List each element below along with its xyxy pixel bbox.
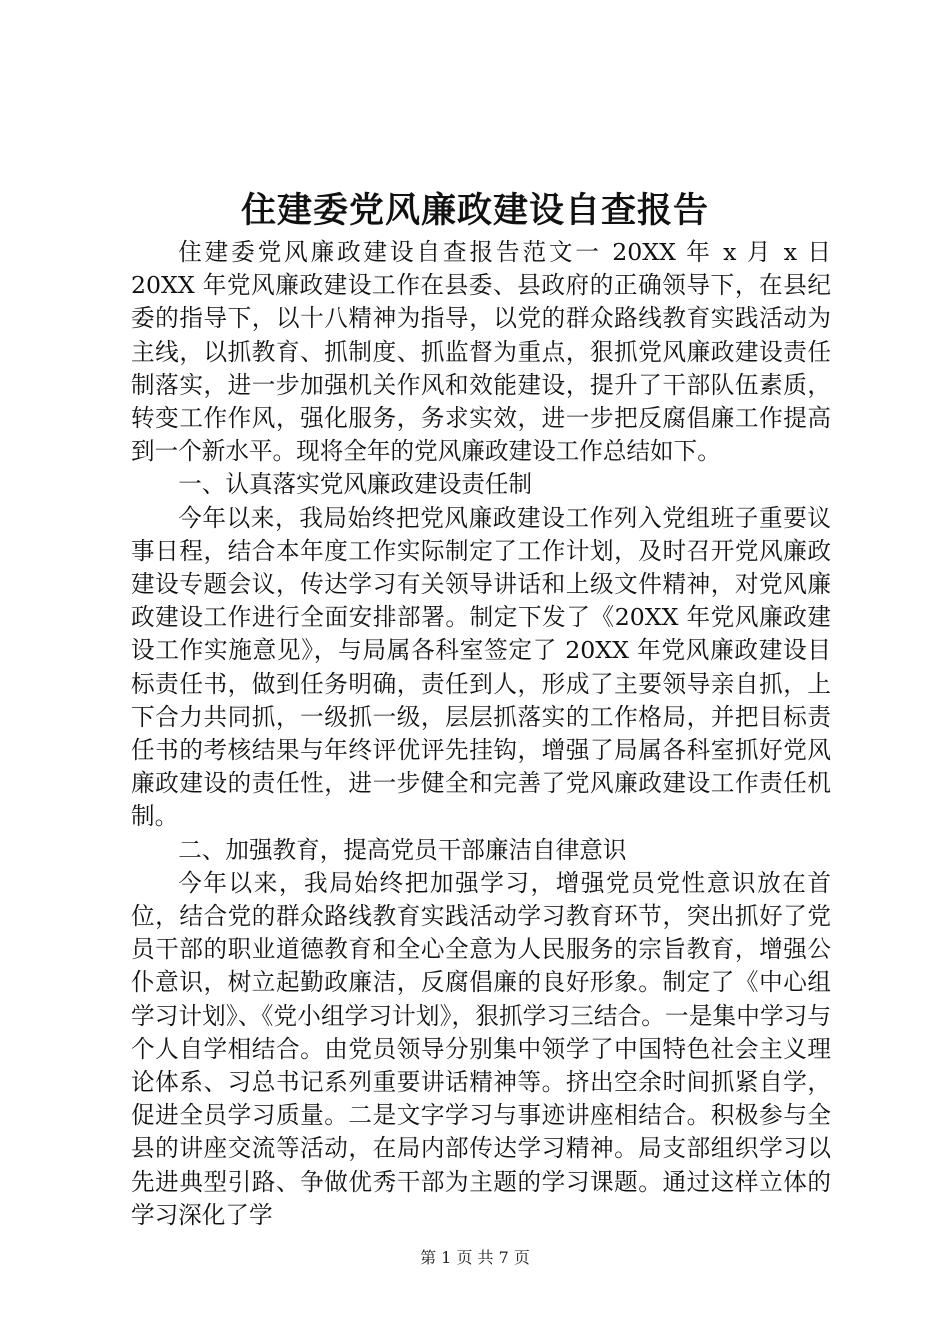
page-number-footer: 第 1 页 共 7 页	[420, 1248, 530, 1267]
document-body	[131, 236, 831, 1232]
paragraph-intro: 住建委党风廉政建设自查报告范文一 20XX 年 x 月 x 日 20XX 年党风廉政建设工作在县委、县政府的正确领导下，在县纪委的指导下，以十八精神为指导，以党的群众路线教育实践活动为主线，以抓教育、抓制度、抓监督为重点，狠抓党风廉政建设责任制落实，进一步加强机关作风和效能建设，提升了干部队伍素质，转变工作作风，强化服务，务求实效，进一步把反腐倡廉工作提高到一个新水平。现将全年的党风廉政建设工作总结如下。	[131, 238, 831, 466]
section-heading-2: 二、加强教育，提高党员干部廉洁自律意识	[178, 835, 627, 864]
paragraph-section-2: 今年以来，我局始终把加强学习，增强党员党性意识放在首位，结合党的群众路线教育实践活动学习教育环节，突出抓好了党员干部的职业道德教育和全心全意为人民服务的宗旨教育，增强公仆意识，树立起勤政廉洁，反腐倡廉的良好形象。制定了《中心组学习计划》、《党小组学习计划》，狠抓学习三结合。一是集中学习与个人自学相结合。由党员领导分别集中领学了中国特色社会主义理论体系、习总书记系列重要讲话精神等。挤出空余时间抓紧自学，促进全员学习质量。二是文字学习与事迹讲座相结合。积极参与全县的讲座交流等活动，在局内部传达学习精神。局支部组织学习以先进典型引路、争做优秀干部为主题的学习课题。通过这样立体的学习深化了学	[131, 868, 831, 1229]
section-heading-1: 一、认真落实党风廉政建设责任制	[178, 470, 533, 499]
paragraph-section-1: 今年以来，我局始终把党风廉政建设工作列入党组班子重要议事日程，结合本年度工作实际制定了工作计划，及时召开党风廉政建设专题会议，传达学习有关领导讲话和上级文件精神，对党风廉政建设工作进行全面安排部署。制定下发了《20XX 年党风廉政建设工作实施意见》，与局属各科室签定了 20XX 年党风廉政建设目标责任书，做到任务明确，责任到人，形成了主要领导亲自抓，上下合力共同抓，一级抓一级，层层抓落实的工作格局，并把目标责任书的考核结果与年终评优评先挂钩，增强了局属各科室抓好党风廉政建设的责任性，进一步健全和完善了党风廉政建设工作责任机制。	[131, 503, 831, 831]
document-title: 住建委党风廉政建设自查报告	[240, 191, 709, 231]
